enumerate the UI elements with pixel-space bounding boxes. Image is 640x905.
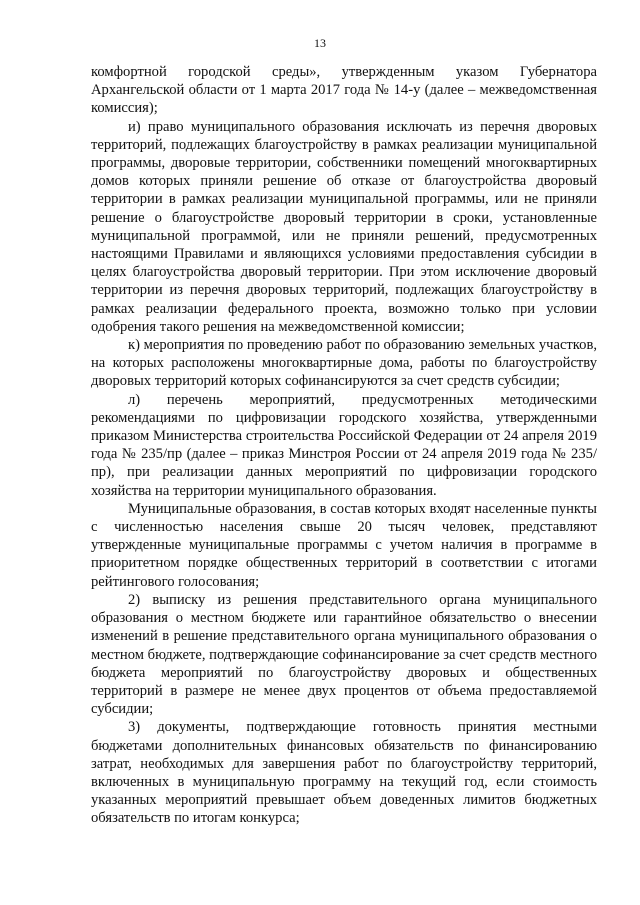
page-number: 13 — [314, 36, 326, 50]
paragraph-item-k: к) мероприятия по проведению работ по образованию земельных участков, на которых расположены многоквартирные дома, работы по благоустройству дворовых территорий которых софинансируются за счет средств субсидии; — [91, 337, 597, 390]
paragraph-item-l: л) перечень мероприятий, предусмотренных методическими рекомендациями по цифровизации городского хозяйства, утвержденными приказом Министерства строительства Российской Федерации от 24 апреля 2019 года № 235/пр (далее – приказ Минстроя России от 24 апреля 2019 года № 235/пр), при реализации данных мероприятий по цифровизации городского хозяйства на территории муниципального образования. — [91, 391, 597, 499]
paragraph-continuation: комфортной городской среды», утвержденным указом Губернатора Архангельской области от 1 марта 2017 года № 14-у (далее – межведомственная комиссия); — [91, 64, 597, 117]
paragraph-municipal-formations: Муниципальные образования, в состав которых входят населенные пункты с численностью населения свыше 20 тысяч человек, представляют утвержденные муниципальные программы с учетом наличия в программе в приоритетном порядке общественных территорий в соответствии с итогами рейтингового голосования; — [91, 500, 597, 590]
document-body — [91, 63, 597, 828]
paragraph-item-3: 3) документы, подтверждающие готовность принятия местными бюджетами дополнительных финансовых обязательств по финансированию затрат, необходимых для завершения работ по благоустройству территорий, включенных в муниципальную программу на текущий год, если стоимость указанных мероприятий превышает объем доведенных лимитов бюджетных обязательств по итогам конкурса; — [91, 719, 597, 827]
paragraph-item-i: и) право муниципального образования исключать из перечня дворовых территорий, подлежащих благоустройству в рамках реализации муниципальной программы, дворовые территории, собственники помещений многоквартирных домов которых приняли решение об отказе от благоустройства дворовый территории в рамках реализации муниципальной программы, или не приняли решение о благоустройстве дворовый территории в сроки, установленные муниципальной программой, или не приняли решений, предусмотренных настоящими Правилами и являющихся условиями предоставления субсидии в целях благоустройства дворовый территории. При этом исключение дворовый территории из перечня дворовых территорий, подлежащих благоустройству в рамках реализации федерального проекта, возможно только при условии одобрения такого решения на межведомственной комиссии; — [91, 118, 597, 335]
paragraph-item-2: 2) выписку из решения представительного органа муниципального образования о местном бюджете или гарантийное обязательство о внесении изменений в решение представительного органа муниципального образования о местном бюджете, подтверждающие софинансирование за счет средств местного бюджета мероприятий по благоустройству дворовых и общественных территорий в размере не менее двух процентов от объема предоставляемой субсидии; — [91, 591, 597, 718]
